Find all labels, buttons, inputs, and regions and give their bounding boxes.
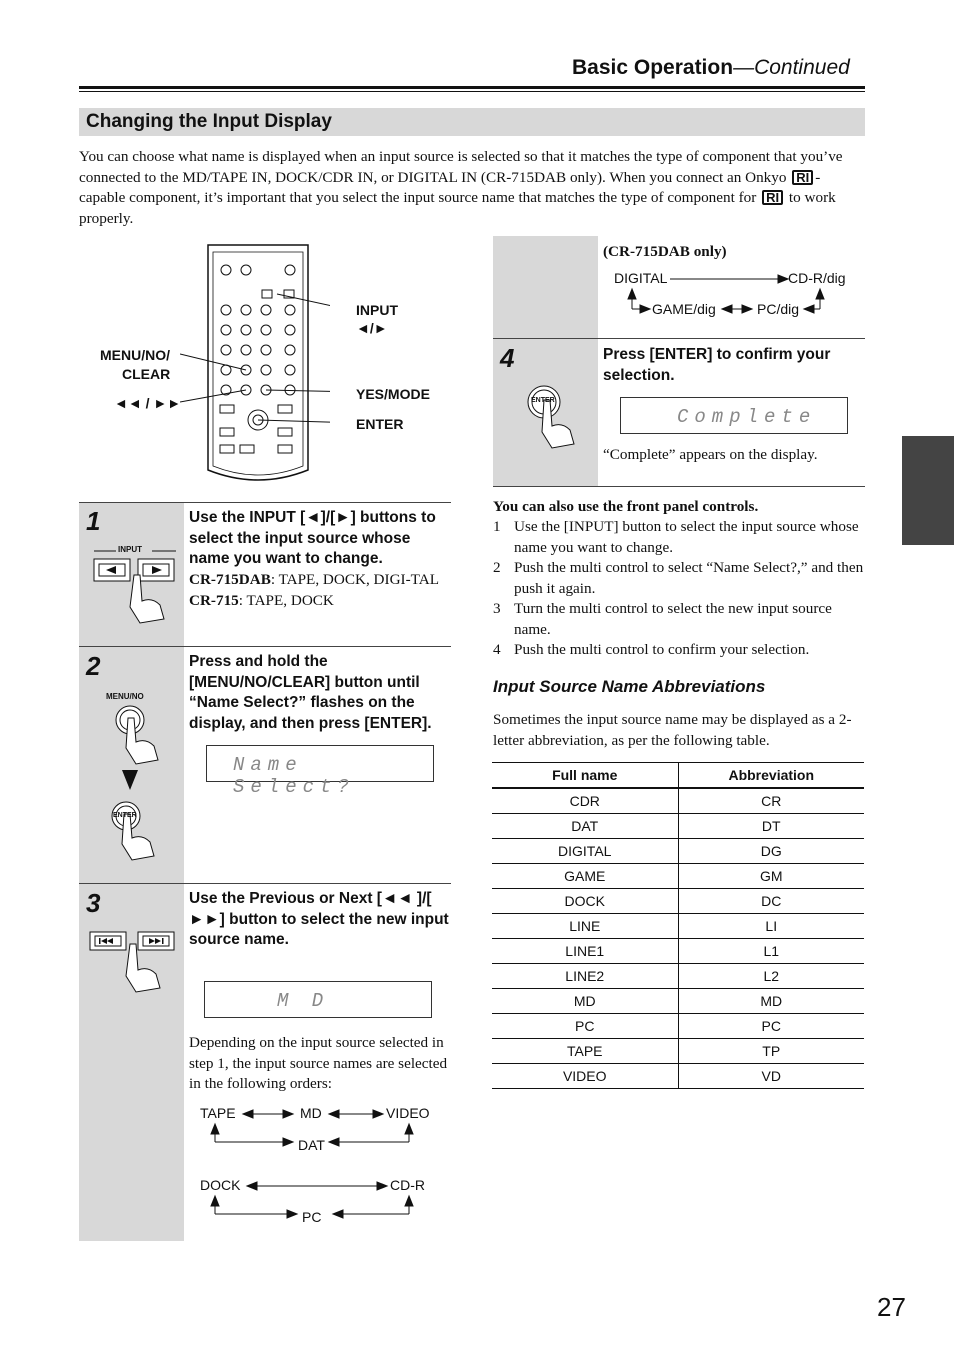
list-item: 1 Use the [INPUT] button to select the input source whose name you want to change. — [493, 518, 859, 556]
dab-gray — [493, 236, 598, 338]
table-cell: LINE — [492, 914, 678, 939]
table-cell: PC — [678, 1014, 864, 1039]
step-2-icon-label: MENU/NO — [106, 692, 144, 701]
front-panel-list — [493, 517, 865, 661]
lcd-display — [620, 397, 848, 434]
list-item: 4 Push the multi control to confirm your selection. — [493, 641, 810, 658]
table-cell: L1 — [678, 939, 864, 964]
table-row — [492, 889, 864, 914]
remote-label-menu: MENU/NO/ — [100, 347, 170, 363]
table-cell: MD — [678, 989, 864, 1014]
step-4-icon-label: ENTER — [531, 397, 555, 404]
step-1-title: Use the INPUT [◄]/[►] buttons to select the input source whose name you want to change. — [189, 509, 436, 567]
table-cell: LINE1 — [492, 939, 678, 964]
intro-paragraph: You can choose what name is displayed when an input source is selected so that it matches the type of component that you’ve connected to the MD/TAPE IN, DOCK/CDR IN, or DIGITAL IN (CR-715DAB only). When you connect an Onkyo RI -capable component, it’s important that you select the input source name that matches the type of component for RI to work properly. — [79, 148, 843, 227]
table-cell: VD — [678, 1064, 864, 1089]
lcd-display — [204, 981, 432, 1018]
dab-order-arrows — [610, 265, 840, 325]
menu-enter-hand-icon — [100, 700, 180, 875]
header-rule — [79, 86, 865, 89]
table-cell: DOCK — [492, 889, 678, 914]
table-cell: LI — [678, 914, 864, 939]
abbreviation-table — [492, 762, 864, 1089]
dab-game: GAME/dig — [652, 301, 716, 317]
table-cell: GAME — [492, 864, 678, 889]
step-divider — [493, 486, 865, 487]
model-line: CR-715: TAPE, DOCK — [189, 591, 334, 609]
table-row — [492, 1064, 864, 1089]
table-row — [492, 1014, 864, 1039]
table-row — [492, 1039, 864, 1064]
order-video: VIDEO — [386, 1105, 430, 1121]
step-1-models — [189, 570, 451, 611]
order-pc: PC — [302, 1209, 322, 1225]
table-cell: PC — [492, 1014, 678, 1039]
section-title: Changing the Input Display — [86, 111, 332, 132]
order-dat: DAT — [298, 1137, 325, 1153]
table-cell: VIDEO — [492, 1064, 678, 1089]
table-cell: DIGITAL — [492, 839, 678, 864]
step-3-number: 3 — [86, 888, 101, 918]
remote-label-input-arrows: ◄/► — [356, 320, 388, 336]
side-tab — [902, 436, 954, 545]
header-rule-thin — [79, 91, 865, 92]
input-buttons-hand-icon — [90, 545, 180, 625]
table-cell: DG — [678, 839, 864, 864]
ri-logo: RI — [792, 170, 813, 185]
step-2-number: 2 — [86, 651, 101, 681]
step-1-icon-label: INPUT — [118, 545, 142, 554]
order-diagram-2-arrows — [195, 1172, 435, 1232]
remote-control-illustration — [180, 240, 330, 490]
step-2-enter-label: ENTER — [113, 812, 137, 819]
table-cell: DC — [678, 889, 864, 914]
step-4-title: Press [ENTER] to confirm your selection. — [603, 346, 831, 384]
lcd-display — [206, 745, 434, 798]
step-3-title: Use the Previous or Next [◄◄ ]/[ ►►] button to select the new input source name. — [189, 890, 449, 948]
order-cdr: CD-R — [390, 1177, 425, 1193]
remote-label-clear: CLEAR — [122, 366, 171, 382]
table-row — [492, 864, 864, 889]
table-cell: DAT — [492, 814, 678, 839]
remote-label-enter: ENTER — [356, 416, 404, 432]
table-cell: L2 — [678, 964, 864, 989]
table-cell: TP — [678, 1039, 864, 1064]
front-panel-heading: You can also use the front panel controls. — [493, 498, 759, 515]
dab-cdr: CD-R/dig — [788, 270, 846, 286]
step-2-title: Press and hold the [MENU/NO/CLEAR] button until “Name Select?” flashes on the display, and then press [ENTER]. — [189, 653, 432, 732]
dab-pc: PC/dig — [757, 301, 800, 317]
list-item: 2 Push the multi control to select “Name Select?,” and then push it again. — [493, 559, 864, 597]
model-line: CR-715DAB: TAPE, DOCK, DIGI-TAL — [189, 571, 439, 588]
table-row — [492, 964, 864, 989]
abbr-body: Sometimes the input source name may be displayed as a 2-letter abbreviation, as per the following table. — [493, 711, 852, 749]
enter-hand-icon — [520, 380, 590, 460]
table-cell: CDR — [492, 788, 678, 814]
order-tape: TAPE — [200, 1105, 236, 1121]
table-cell: GM — [678, 864, 864, 889]
dab-digital: DIGITAL — [614, 270, 668, 286]
lcd-text: Complete — [677, 406, 817, 428]
remote-label-skip: ◄◄ / ►► — [114, 395, 182, 411]
remote-label-yes-mode: YES/MODE — [356, 386, 430, 402]
table-row — [492, 914, 864, 939]
table-header-row — [492, 763, 864, 789]
table-row — [492, 989, 864, 1014]
page-header-title: Basic Operation—Continued — [572, 56, 850, 79]
skip-buttons-hand-icon — [88, 930, 178, 1000]
ri-logo: RI — [762, 190, 783, 205]
order-dock: DOCK — [200, 1177, 241, 1193]
table-cell: CR — [678, 788, 864, 814]
abbr-heading: Input Source Name Abbreviations — [493, 677, 766, 696]
step-4-body: “Complete” appears on the display. — [603, 446, 818, 463]
step-4-number: 4 — [500, 343, 515, 373]
step-3-body: Depending on the input source selected in step 1, the input source names are selected in the following orders: — [189, 1034, 448, 1092]
lcd-text: M D — [277, 990, 330, 1012]
table-row — [492, 814, 864, 839]
remote-label-input: INPUT — [356, 302, 398, 318]
table-cell: TAPE — [492, 1039, 678, 1064]
dab-heading: (CR-715DAB only) — [603, 243, 727, 260]
page-number: 27 — [877, 1292, 906, 1322]
table-row — [492, 939, 864, 964]
table-cell: LINE2 — [492, 964, 678, 989]
order-md: MD — [300, 1105, 322, 1121]
table-cell: DT — [678, 814, 864, 839]
column-header: Abbreviation — [678, 763, 864, 789]
table-cell: MD — [492, 989, 678, 1014]
list-item: 3 Turn the multi control to select the new input source name. — [493, 600, 832, 638]
order-diagram-1-arrows — [195, 1100, 435, 1160]
column-header: Full name — [492, 763, 678, 789]
step-1-number: 1 — [86, 506, 101, 536]
table-row — [492, 839, 864, 864]
table-row — [492, 788, 864, 814]
lcd-text: Name Select? — [233, 754, 355, 798]
